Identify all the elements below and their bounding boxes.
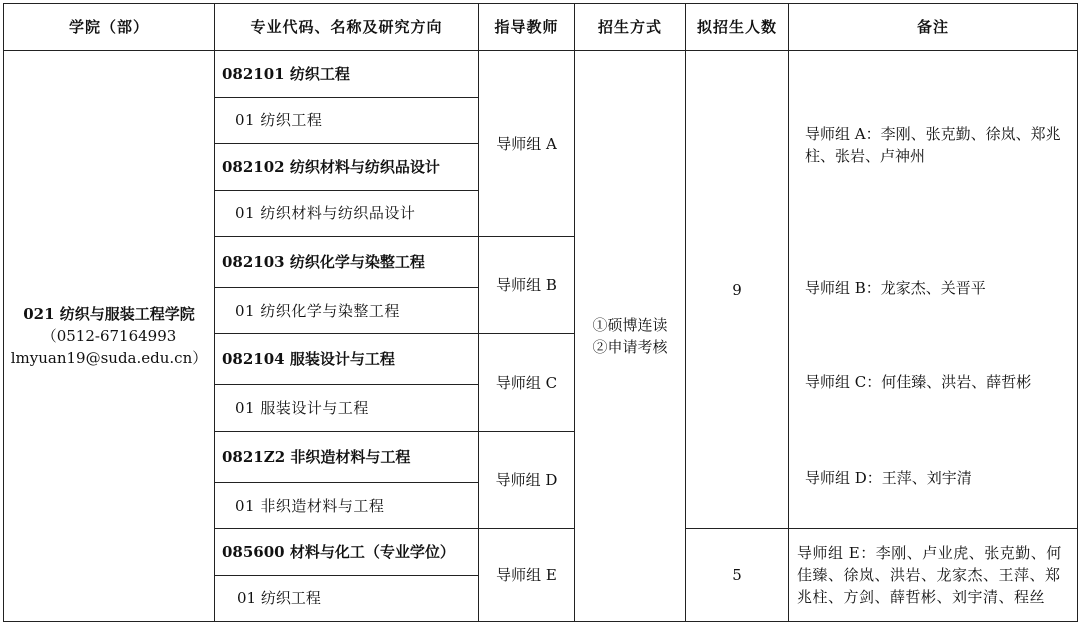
admission-table <box>3 3 1078 622</box>
remark-e-cell <box>789 529 1078 622</box>
remark-e-line-2: 佳臻、徐岚、洪岩、龙家杰、王萍、郑 <box>797 566 1061 585</box>
advisor-group-e: 导师组 E <box>479 529 575 622</box>
quota-professional: 5 <box>686 529 789 622</box>
advisor-group-b: 导师组 B <box>479 236 575 333</box>
table-row <box>4 51 1078 97</box>
remark-d: 导师组 D：王萍、刘宇清 <box>805 469 972 488</box>
college-email: lmyuan19@suda.edu.cn） <box>10 349 208 368</box>
research-direction: 01 纺织化学与染整工程 <box>215 287 479 333</box>
method-line-1: ①硕博连读 <box>592 316 668 335</box>
research-direction: 01 纺织材料与纺织品设计 <box>215 190 479 236</box>
header-remarks: 备注 <box>789 4 1078 51</box>
advisor-group-c: 导师组 C <box>479 334 575 431</box>
research-direction: 01 非织造材料与工程 <box>215 482 479 528</box>
major-code-name: 082102 纺织材料与纺织品设计 <box>215 144 479 190</box>
admission-table-container <box>3 3 1077 622</box>
remark-b: 导师组 B：龙家杰、关晋平 <box>805 279 986 298</box>
remark-e-line-3: 兆柱、方剑、薛哲彬、刘宇清、程丝 <box>797 588 1046 607</box>
remarks-cell <box>789 51 1078 529</box>
remark-a-line-1: 导师组 A：李刚、张克勤、徐岚、郑兆 <box>805 125 1061 144</box>
header-college: 学院（部） <box>4 4 215 51</box>
major-code-name: 082103 纺织化学与染整工程 <box>215 236 479 287</box>
header-row <box>4 4 1078 51</box>
major-code-name: 082101 纺织工程 <box>215 51 479 97</box>
major-code-name: 085600 材料与化工（专业学位） <box>215 529 479 575</box>
method-line-2: ②申请考核 <box>592 338 668 357</box>
header-quota: 拟招生人数 <box>686 4 789 51</box>
major-code-name: 0821Z2 非织造材料与工程 <box>215 431 479 482</box>
remark-c: 导师组 C：何佳臻、洪岩、薛哲彬 <box>805 373 1032 392</box>
method-cell <box>575 51 686 622</box>
header-method: 招生方式 <box>575 4 686 51</box>
advisor-group-a: 导师组 A <box>479 51 575 237</box>
major-code-name: 082104 服装设计与工程 <box>215 334 479 385</box>
header-advisor: 指导教师 <box>479 4 575 51</box>
remark-a-line-2: 柱、张岩、卢神州 <box>805 147 926 166</box>
remark-e-line-1: 导师组 E：李刚、卢业虎、张克勤、何 <box>797 544 1062 563</box>
research-direction: 01 服装设计与工程 <box>215 385 479 431</box>
quota-academic: 9 <box>686 51 789 529</box>
college-name: 021 纺织与服装工程学院 <box>23 305 195 324</box>
advisor-group-d: 导师组 D <box>479 431 575 528</box>
remarks-block <box>797 51 1069 524</box>
college-phone: （0512-67164993 <box>41 327 177 346</box>
research-direction: 01 纺织工程 <box>215 575 479 621</box>
college-cell <box>4 51 215 622</box>
research-direction: 01 纺织工程 <box>215 97 479 143</box>
header-major: 专业代码、名称及研究方向 <box>215 4 479 51</box>
